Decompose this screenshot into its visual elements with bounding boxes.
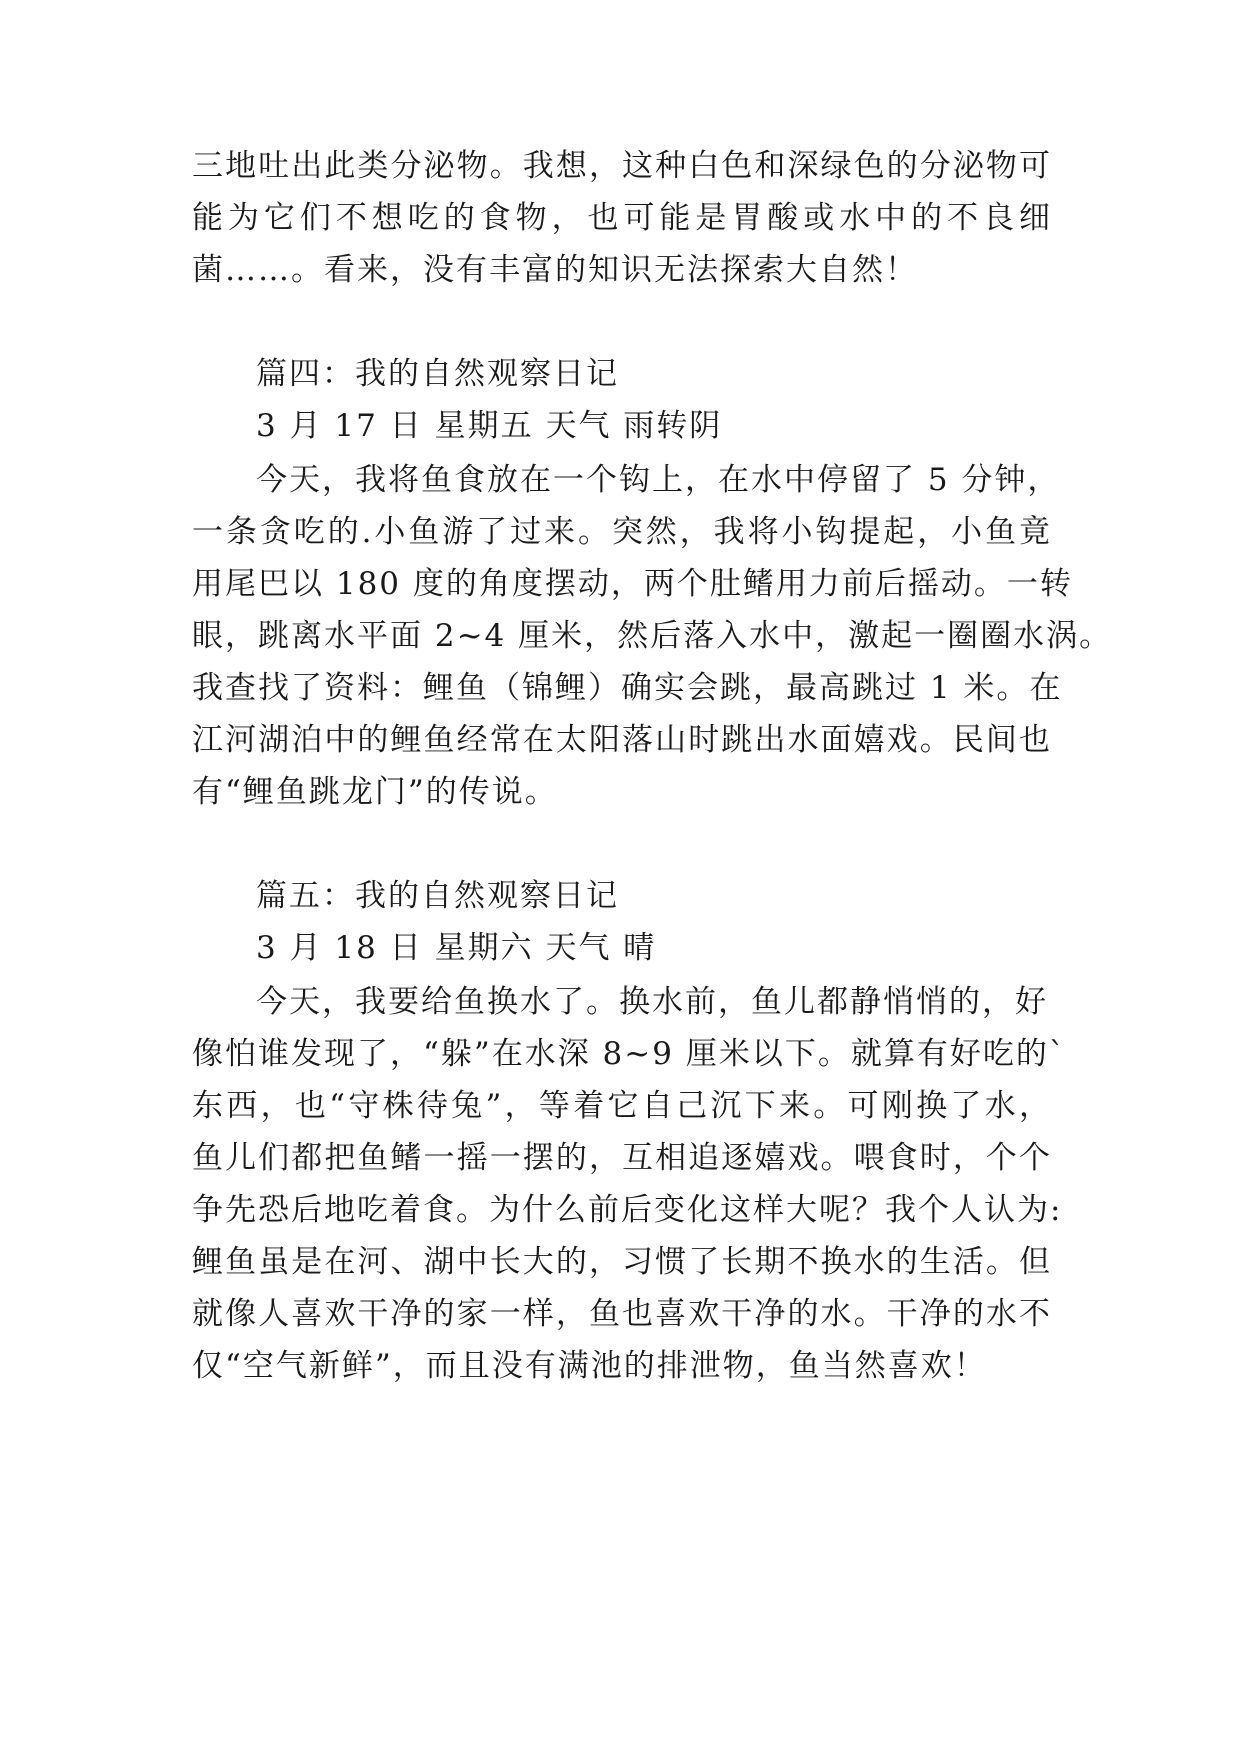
section-five-line-4: 鱼儿们都把鱼鳍一摇一摆的，互相追逐嬉戏。喂食时，个个 [192,1140,1052,1176]
section-five-line-8: 仅“空气新鲜”，而且没有满池的排泄物，鱼当然喜欢！ [192,1348,987,1384]
section-four-line-3: 用尾巴以 180 度的角度摆动，两个肚鳍用力前后摇动。一转 [192,566,1073,602]
section-five-line-6: 鲤鱼虽是在河、湖中长大的，习惯了长期不换水的生活。但 [192,1244,1052,1280]
section-four-line-6: 江河湖泊中的鲤鱼经常在太阳落山时跳出水面嬉戏。民间也 [192,722,1052,758]
section-four-line-1: 今天，我将鱼食放在一个钩上，在水中停留了 5 分钟， [256,462,1061,498]
section-five-date: 3 月 18 日 星期六 天气 晴 [256,930,657,966]
intro-line-3: 菌……。看来，没有丰富的知识无法探索大自然！ [192,252,918,288]
intro-line-1: 三地吐出此类分泌物。我想，这种白色和深绿色的分泌物可 [192,148,1052,184]
section-four-line-4: 眼，跳离水平面 2~4 厘米，然后落入水中，激起一圈圈水涡。 [192,618,1113,654]
intro-line-2: 能为它们不想吃的食物，也可能是胃酸或水中的不良细 [192,200,1052,236]
section-five-line-1: 今天，我要给鱼换水了。换水前，鱼儿都静悄悄的，好 [256,984,1048,1020]
section-four-date: 3 月 17 日 星期五 天气 雨转阴 [256,408,723,444]
section-five-line-7: 就像人喜欢干净的家一样，鱼也喜欢干净的水。干净的水不 [192,1296,1052,1332]
section-five-line-5: 争先恐后地吃着食。为什么前后变化这样大呢？我个人认为: [192,1192,1063,1228]
section-five-title: 篇五：我的自然观察日记 [256,878,619,914]
section-four-line-7: 有“鲤鱼跳龙门”的传说。 [192,774,558,810]
section-five-line-3: 东西，也“守株待兔”，等着它自己沉下来。可刚换了水， [192,1088,1052,1124]
section-five-line-2: 像怕谁发现了，“躲”在水深 8~9 厘米以下。就算有好吃的` [192,1036,1067,1072]
section-four-title: 篇四：我的自然观察日记 [256,356,619,392]
section-four-line-5: 我查找了资料：鲤鱼（锦鲤）确实会跳，最高跳过 1 米。在 [192,670,1063,706]
section-four-line-2: 一条贪吃的.小鱼游了过来。突然，我将小钩提起，小鱼竟 [192,514,1052,550]
